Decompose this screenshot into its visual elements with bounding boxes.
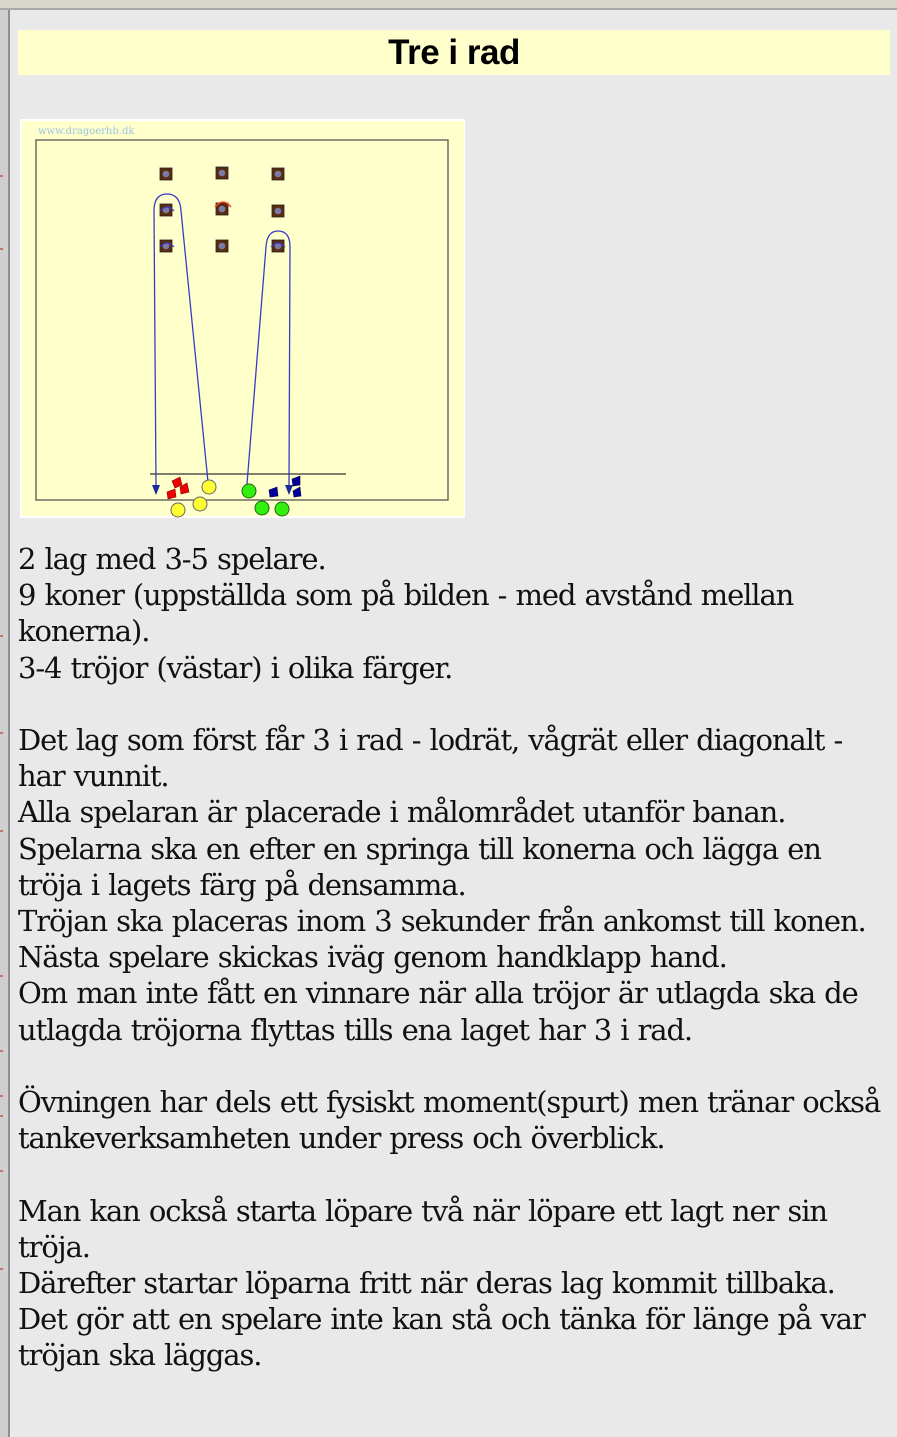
paragraph-spacer [18, 686, 893, 722]
player-green [255, 501, 269, 515]
description-line: Spelarna ska en efter en springa till konerna och lägga en tröja i lagets färg på densamma. [18, 831, 821, 902]
player-yellow [202, 480, 216, 494]
browser-top-strip [0, 0, 897, 10]
player-yellow [171, 503, 185, 517]
diagram-background [22, 121, 464, 516]
description-line: Tröjan ska placeras inom 3 sekunder från ankomst till konen. [18, 904, 866, 939]
player-yellow [193, 497, 207, 511]
cone [272, 205, 284, 217]
exercise-description [18, 541, 893, 1374]
description-line: 9 koner (uppställda som på bilden - med avstånd mellan konerna). [18, 578, 794, 649]
description-line: Övningen har dels ett fysiskt moment(spurt) men tränar också tankeverksamheten under press och överblick. [18, 1085, 881, 1156]
watermark-text: www.dragoerhb.dk [38, 126, 135, 137]
drill-diagram [20, 119, 465, 518]
description-line: Alla spelaran är placerade i målområdet utanför banan. [18, 795, 786, 830]
player-green [275, 502, 289, 516]
description-line: Om man inte fått en vinnare när alla tröjor är utlagda ska de utlagda tröjorna flyttas tills ena laget har 3 i rad. [18, 976, 858, 1047]
cone [160, 168, 172, 180]
description-line: Man kan också starta löpare två när löpare ett lagt ner sin tröja. [18, 1193, 827, 1264]
paragraph-spacer [18, 1156, 893, 1192]
cone [216, 167, 228, 179]
description-line: Därefter startar löparna fritt när deras lag kommit tillbaka. [18, 1266, 835, 1301]
cone [272, 240, 284, 252]
page-title: Tre i rad [388, 32, 520, 72]
player-green [242, 484, 256, 498]
left-frame-marks [0, 10, 8, 1437]
cone [216, 240, 228, 252]
description-line: Nästa spelare skickas iväg genom handklapp hand. [18, 940, 727, 975]
paragraph-spacer [18, 1048, 893, 1084]
description-line: 2 lag med 3-5 spelare. [18, 542, 326, 576]
drill-diagram-svg [20, 119, 465, 518]
description-line: 3-4 tröjor (västar) i olika färger. [18, 650, 453, 685]
title-banner [18, 30, 890, 75]
cone [272, 168, 284, 180]
description-line: Det lag som först får 3 i rad - lodrät, vågrät eller diagonalt - har vunnit. [18, 723, 843, 794]
description-line: Det gör att en spelare inte kan stå och tänka för länge på var tröjan ska läggas. [18, 1302, 865, 1373]
